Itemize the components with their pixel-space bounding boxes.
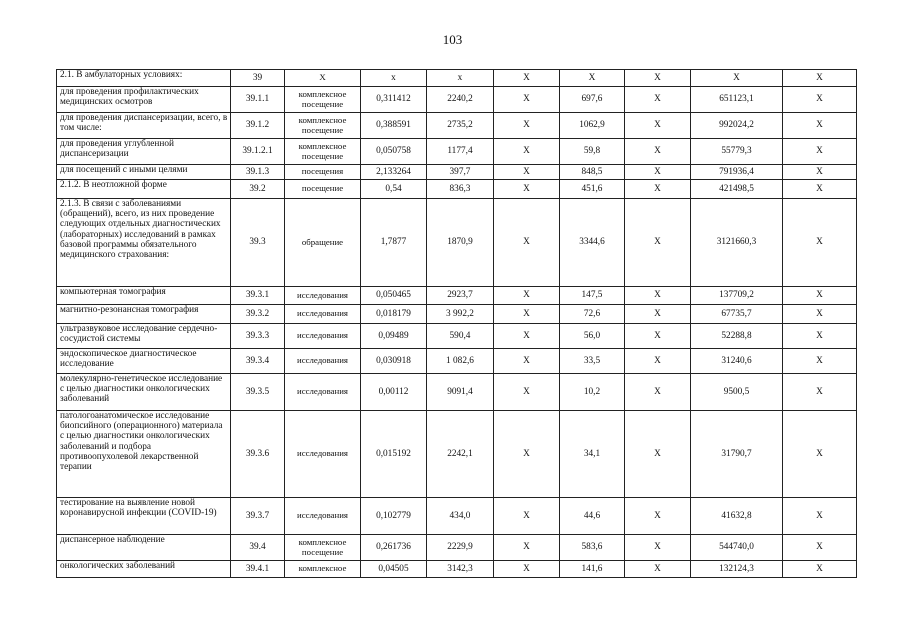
- table-cell: компьютерная томография: [57, 287, 231, 305]
- table-cell: Х: [783, 87, 857, 113]
- table-cell: ультразвуковое исследование сердечно-сосудистой системы: [57, 324, 231, 349]
- table-cell: 39.1.2.1: [231, 139, 285, 165]
- table-cell: Х: [625, 113, 691, 139]
- table-cell: Х: [494, 561, 560, 578]
- table-cell: 39.3.3: [231, 324, 285, 349]
- table-cell: 2.1.2. В неотложной форме: [57, 180, 231, 199]
- table-cell: 147,5: [560, 287, 625, 305]
- table-cell: 137709,2: [691, 287, 783, 305]
- table-cell: 132124,3: [691, 561, 783, 578]
- table-cell: Х: [783, 180, 857, 199]
- table-cell: патологоанатомическое исследование биопсийного (операционного) материала с целью диагностики онкологических заболеваний и подбора противоопухолевой лекарственной терапии: [57, 411, 231, 498]
- table-cell: 3 992,2: [427, 305, 494, 324]
- table-cell: 0,261736: [361, 535, 427, 561]
- table-cell: 39.1.1: [231, 87, 285, 113]
- table-cell: исследования: [285, 349, 361, 374]
- table-cell: 697,6: [560, 87, 625, 113]
- table-cell: Х: [783, 561, 857, 578]
- table-cell: х: [361, 70, 427, 87]
- table-cell: Х: [625, 70, 691, 87]
- table-cell: Х: [494, 287, 560, 305]
- table-cell: 3121660,3: [691, 199, 783, 287]
- table-cell: тестирование на выявление новой коронавирусной инфекции (COVID-19): [57, 498, 231, 535]
- table-cell: Х: [494, 70, 560, 87]
- table-cell: Х: [625, 535, 691, 561]
- table-cell: 1 082,6: [427, 349, 494, 374]
- table-cell: 0,311412: [361, 87, 427, 113]
- table-cell: 52288,8: [691, 324, 783, 349]
- table-cell: 992024,2: [691, 113, 783, 139]
- table-cell: для проведения углубленной диспансеризации: [57, 139, 231, 165]
- table-cell: Х: [625, 411, 691, 498]
- table-cell: х: [427, 70, 494, 87]
- table-row: [57, 287, 857, 305]
- table-cell: 0,102779: [361, 498, 427, 535]
- table-cell: 0,030918: [361, 349, 427, 374]
- table-cell: для посещений с иными целями: [57, 165, 231, 180]
- page-number: 103: [442, 32, 463, 47]
- table-cell: Х: [494, 374, 560, 411]
- table-cell: Х: [783, 411, 857, 498]
- table-cell: Х: [625, 87, 691, 113]
- table-cell: 2735,2: [427, 113, 494, 139]
- table-row: [57, 411, 857, 498]
- page-bottom-margin: [0, 600, 905, 640]
- table-cell: 0,388591: [361, 113, 427, 139]
- table-cell: 39.1.2: [231, 113, 285, 139]
- table-cell: 421498,5: [691, 180, 783, 199]
- table-cell: 0,09489: [361, 324, 427, 349]
- table-cell: 39.2: [231, 180, 285, 199]
- table-cell: Х: [494, 165, 560, 180]
- table-cell: 451,6: [560, 180, 625, 199]
- table-cell: 0,00112: [361, 374, 427, 411]
- table-cell: 0,04505: [361, 561, 427, 578]
- table-cell: 2.1.3. В связи с заболеваниями (обращений), всего, из них проведение следующих отдельных диагностических (лабораторных) исследований в рамках базовой программы обязательного медицинского страхования:: [57, 199, 231, 287]
- table-cell: 583,6: [560, 535, 625, 561]
- table-cell: 2,133264: [361, 165, 427, 180]
- table-cell: Х: [494, 139, 560, 165]
- table-row: [57, 139, 857, 165]
- table-cell: Х: [494, 199, 560, 287]
- table-cell: 39.4: [231, 535, 285, 561]
- table-cell: комплексное посещение: [285, 535, 361, 561]
- table-row: [57, 324, 857, 349]
- table-cell: Х: [625, 561, 691, 578]
- table-cell: Х: [625, 498, 691, 535]
- table-row: [57, 87, 857, 113]
- table-cell: Х: [494, 349, 560, 374]
- table-cell: 56,0: [560, 324, 625, 349]
- table-cell: обращение: [285, 199, 361, 287]
- table-cell: исследования: [285, 411, 361, 498]
- table-cell: 434,0: [427, 498, 494, 535]
- table-cell: комплексное посещение: [285, 87, 361, 113]
- table-cell: Х: [625, 180, 691, 199]
- table-cell: 2242,1: [427, 411, 494, 498]
- table-cell: 3142,3: [427, 561, 494, 578]
- table-row: [57, 113, 857, 139]
- table-cell: 2229,9: [427, 535, 494, 561]
- table-cell: магнитно-резонансная томография: [57, 305, 231, 324]
- table-cell: 651123,1: [691, 87, 783, 113]
- table-cell: эндоскопическое диагностическое исследование: [57, 349, 231, 374]
- table-cell: Х: [625, 324, 691, 349]
- table-cell: онкологических заболеваний: [57, 561, 231, 578]
- table-cell: Х: [625, 139, 691, 165]
- table-cell: 397,7: [427, 165, 494, 180]
- table-cell: 1870,9: [427, 199, 494, 287]
- table-cell: Х: [494, 87, 560, 113]
- table-cell: Х: [625, 287, 691, 305]
- table-cell: 39.3.1: [231, 287, 285, 305]
- table-cell: Х: [494, 411, 560, 498]
- table-cell: 10,2: [560, 374, 625, 411]
- table-row: [57, 498, 857, 535]
- table-cell: 1,7877: [361, 199, 427, 287]
- table-cell: 55779,3: [691, 139, 783, 165]
- table-cell: Х: [494, 498, 560, 535]
- table-row: [57, 305, 857, 324]
- table-cell: 67735,7: [691, 305, 783, 324]
- table-cell: 9500,5: [691, 374, 783, 411]
- table-cell: Х: [494, 535, 560, 561]
- table-cell: 0,050758: [361, 139, 427, 165]
- table-cell: 44,6: [560, 498, 625, 535]
- table-row: [57, 561, 857, 578]
- table-cell: 0,018179: [361, 305, 427, 324]
- table-cell: посещения: [285, 165, 361, 180]
- table-cell: исследования: [285, 324, 361, 349]
- table-cell: исследования: [285, 498, 361, 535]
- table-cell: 39.3.6: [231, 411, 285, 498]
- table-cell: 836,3: [427, 180, 494, 199]
- table-cell: 39.3.7: [231, 498, 285, 535]
- table-cell: 31790,7: [691, 411, 783, 498]
- table-row: [57, 180, 857, 199]
- table-cell: Х: [494, 305, 560, 324]
- table-cell: Х: [625, 349, 691, 374]
- table-cell: 39.3: [231, 199, 285, 287]
- table-cell: 39.3.2: [231, 305, 285, 324]
- table-row: [57, 349, 857, 374]
- table-cell: Х: [691, 70, 783, 87]
- table-cell: 848,5: [560, 165, 625, 180]
- table-cell: Х: [783, 70, 857, 87]
- table-cell: Х: [625, 165, 691, 180]
- table-cell: 33,5: [560, 349, 625, 374]
- table-cell: комплексное посещение: [285, 139, 361, 165]
- table-cell: Х: [494, 324, 560, 349]
- table-cell: 3344,6: [560, 199, 625, 287]
- table-body: [57, 70, 857, 578]
- table-cell: Х: [625, 199, 691, 287]
- table-cell: Х: [560, 70, 625, 87]
- table-cell: Х: [494, 113, 560, 139]
- table-cell: Х: [494, 180, 560, 199]
- table-row: [57, 535, 857, 561]
- table-cell: 141,6: [560, 561, 625, 578]
- table-cell: 0,050465: [361, 287, 427, 305]
- table-cell: Х: [783, 324, 857, 349]
- table-cell: 0,015192: [361, 411, 427, 498]
- table-cell: Х: [783, 374, 857, 411]
- table-cell: Х: [625, 305, 691, 324]
- table-cell: 544740,0: [691, 535, 783, 561]
- table-cell: Х: [783, 535, 857, 561]
- table-cell: 2923,7: [427, 287, 494, 305]
- table-cell: 31240,6: [691, 349, 783, 374]
- table-cell: 0,54: [361, 180, 427, 199]
- table-cell: 34,1: [560, 411, 625, 498]
- table-cell: 39.3.5: [231, 374, 285, 411]
- table-cell: 1177,4: [427, 139, 494, 165]
- table-cell: для проведения профилактических медицинских осмотров: [57, 87, 231, 113]
- table-cell: Х: [783, 199, 857, 287]
- table-cell: Х: [783, 287, 857, 305]
- table-cell: Х: [783, 349, 857, 374]
- table-cell: 39.1.3: [231, 165, 285, 180]
- table-cell: посещение: [285, 180, 361, 199]
- table-row: [57, 70, 857, 87]
- table-cell: Х: [783, 498, 857, 535]
- table-row: [57, 374, 857, 411]
- table-cell: Х: [783, 113, 857, 139]
- table-cell: 590,4: [427, 324, 494, 349]
- table-cell: комплексное: [285, 561, 361, 578]
- table-cell: исследования: [285, 374, 361, 411]
- table-cell: 9091,4: [427, 374, 494, 411]
- table-cell: 72,6: [560, 305, 625, 324]
- table-cell: Х: [285, 70, 361, 87]
- table-cell: 39.3.4: [231, 349, 285, 374]
- table-cell: 2.1. В амбулаторных условиях:: [57, 70, 231, 87]
- table-cell: Х: [783, 139, 857, 165]
- table-cell: диспансерное наблюдение: [57, 535, 231, 561]
- table-cell: Х: [783, 305, 857, 324]
- table-cell: исследования: [285, 287, 361, 305]
- table-row: [57, 199, 857, 287]
- table-cell: 39.4.1: [231, 561, 285, 578]
- table-cell: 41632,8: [691, 498, 783, 535]
- table-cell: для проведения диспансеризации, всего, в том числе:: [57, 113, 231, 139]
- table-cell: 39: [231, 70, 285, 87]
- table-cell: молекулярно-генетическое исследование с целью диагностики онкологических заболеваний: [57, 374, 231, 411]
- table-cell: Х: [783, 165, 857, 180]
- table-cell: 59,8: [560, 139, 625, 165]
- table-cell: 791936,4: [691, 165, 783, 180]
- data-table: [56, 69, 857, 578]
- table-cell: комплексное посещение: [285, 113, 361, 139]
- table-cell: 1062,9: [560, 113, 625, 139]
- table-cell: 2240,2: [427, 87, 494, 113]
- table-cell: Х: [625, 374, 691, 411]
- table-cell: исследования: [285, 305, 361, 324]
- table-row: [57, 165, 857, 180]
